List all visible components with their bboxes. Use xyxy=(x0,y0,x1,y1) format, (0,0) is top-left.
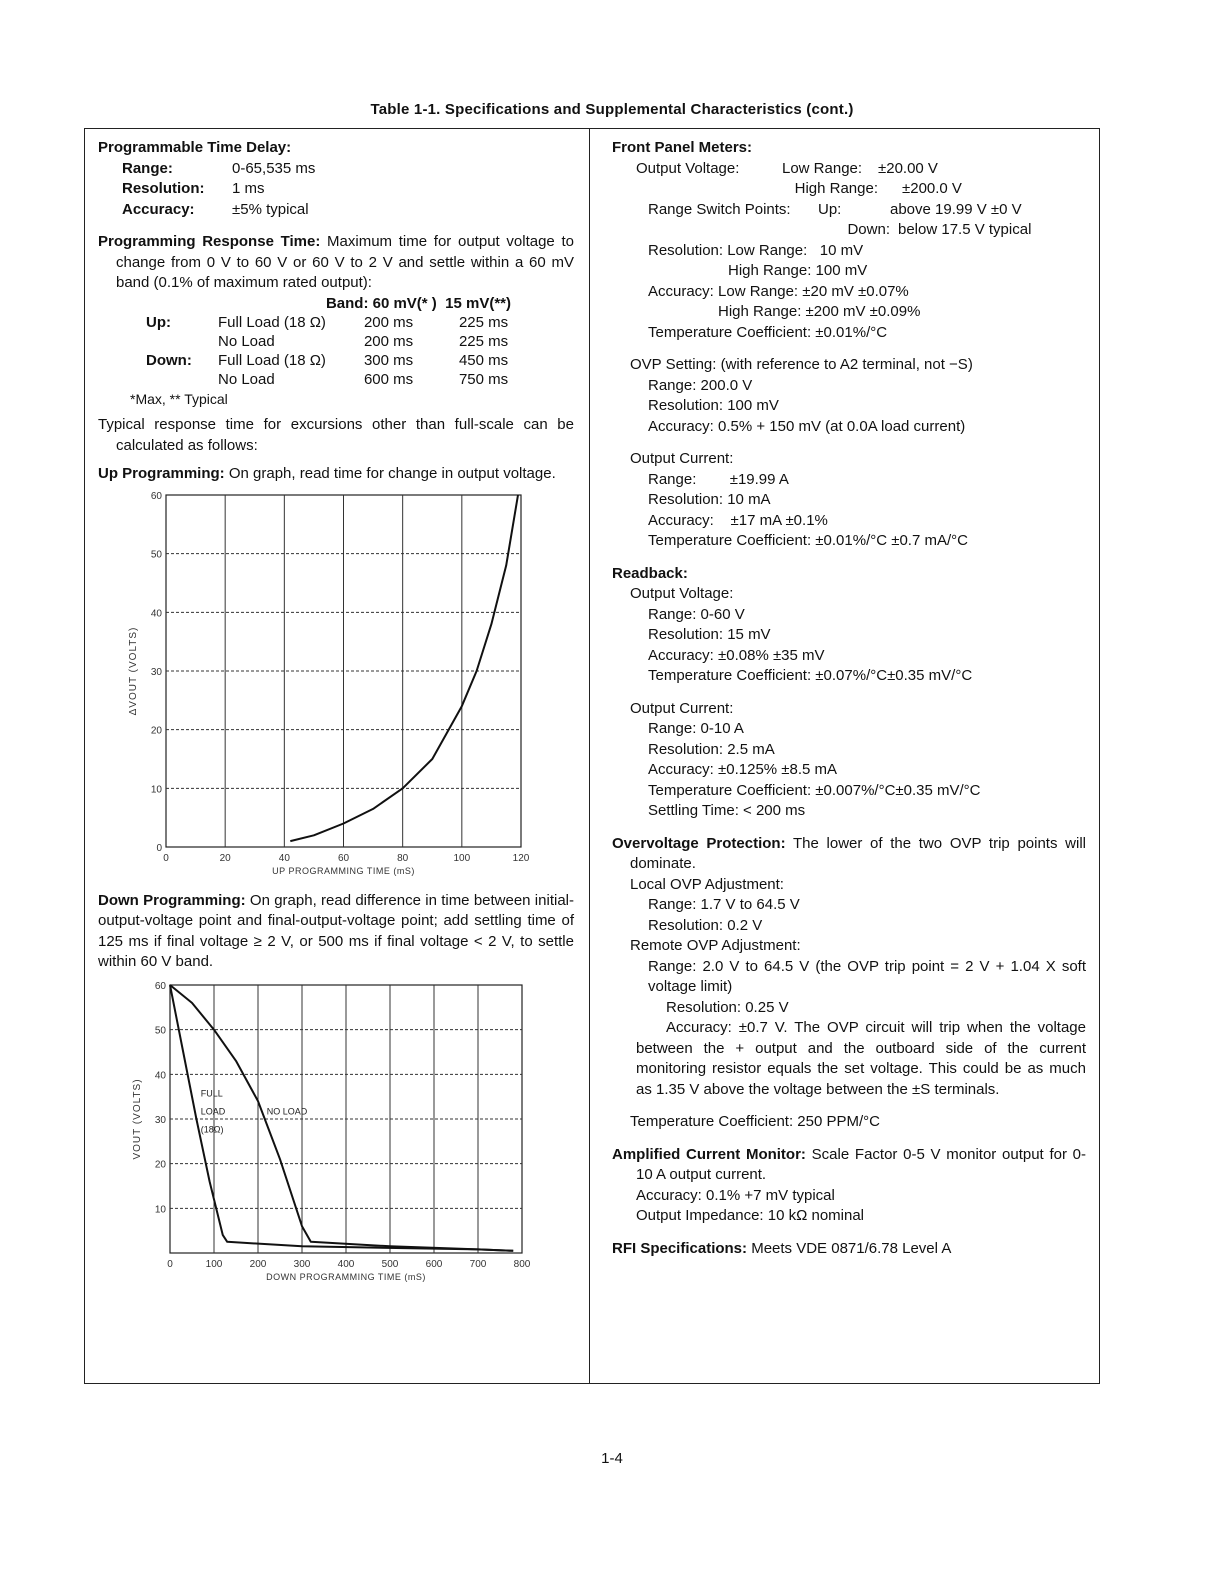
response-time-table xyxy=(98,294,511,389)
prt-heading: Programming Response Time: xyxy=(98,233,321,250)
rb-oc-range: Range: 0-10 A xyxy=(648,720,744,737)
y-tick-label: 50 xyxy=(150,549,162,561)
y-axis-label: VOUT (VOLTS) xyxy=(132,1077,143,1160)
rb-oc-temp: Temperature Coefficient: ±0.007%/°C±0.35 mV/°C xyxy=(648,781,981,799)
fpm-down-label: Down: xyxy=(847,221,890,238)
footnote: *Max, ** Typical xyxy=(130,390,228,407)
ovp-heading: OVP Setting: (with reference to A2 terminal, not −S) xyxy=(630,356,973,373)
down-programming-paragraph xyxy=(98,891,574,973)
fpm-low-val: ±20.00 V xyxy=(878,159,938,177)
rb-oc-res: Resolution: 2.5 mA xyxy=(648,740,775,758)
band-15: 15 mV(**) xyxy=(445,294,512,312)
load-cell: Full Load (18 Ω) xyxy=(218,351,326,369)
v60-cell: 600 ms xyxy=(363,370,414,388)
x-tick-label: 100 xyxy=(453,852,471,864)
x-tick-label: 200 xyxy=(249,1258,267,1270)
rfi-paragraph xyxy=(612,1239,1086,1260)
ovpr-local: Local OVP Adjustment: xyxy=(630,875,784,893)
fpm-acc-high: High Range: ±200 mV ±0.09% xyxy=(718,303,921,320)
ovpr-temp: Temperature Coefficient: 250 PPM/°C xyxy=(630,1113,881,1130)
x-tick-label: 300 xyxy=(293,1258,311,1270)
ovp-acc: Accuracy: 0.5% + 150 mV (at 0.0A load current) xyxy=(648,417,966,435)
rb-ov-res: Resolution: 15 mV xyxy=(648,626,771,643)
v60-cell: 200 ms xyxy=(363,332,414,350)
fpm-high-label: High Range: xyxy=(794,180,878,197)
rb-oc: Output Current: xyxy=(630,699,734,717)
rfi-heading: RFI Specifications: xyxy=(612,1239,748,1257)
ovpr-paragraph xyxy=(612,834,1086,875)
prt-text: Maximum time for output voltage to change from 0 V to 60 V or 60 V to 2 V and settle within a 60 mV band (0.1% of maximum rated output): xyxy=(116,233,574,291)
y-tick-label: 30 xyxy=(150,666,162,678)
acm-heading: Amplified Current Monitor: xyxy=(612,1145,806,1163)
ptd-res-label: Resolution: xyxy=(122,180,205,197)
page-number: 1-4 xyxy=(601,1450,623,1467)
fpm-up-label: Up: xyxy=(818,200,842,218)
dir-cell: Up: xyxy=(146,313,171,331)
table-row xyxy=(98,370,511,389)
y-axis-label: ΔVOUT (VOLTS) xyxy=(128,626,139,715)
x-tick-label: 500 xyxy=(381,1258,399,1270)
table-title: Table 1-1. Specifications and Supplemental Characteristics (cont.) xyxy=(370,101,854,118)
x-tick-label: 0 xyxy=(167,1258,173,1270)
table-row xyxy=(98,294,511,313)
v15-cell: 225 ms xyxy=(458,332,509,350)
ptd-heading: Programmable Time Delay: xyxy=(98,139,292,156)
ptd-acc-value: ±5% typical xyxy=(232,200,309,218)
dir-cell xyxy=(98,370,218,389)
up-prog-heading: Up Programming: xyxy=(98,465,225,482)
acm-paragraph xyxy=(612,1145,1086,1186)
ovpr-heading: Overvoltage Protection: xyxy=(612,834,786,852)
table-row xyxy=(98,351,511,370)
load-cell: No Load xyxy=(218,332,275,350)
rb-oc-settle: Settling Time: < 200 ms xyxy=(648,802,806,819)
dir-cell: Down: xyxy=(146,351,192,369)
acm-imp: Output Impedance: 10 kΩ nominal xyxy=(636,1207,865,1224)
ptd-res-value: 1 ms xyxy=(232,180,265,197)
annotation-full: FULL xyxy=(200,1088,223,1099)
x-axis-label: UP PROGRAMMING TIME (mS) xyxy=(272,865,415,876)
x-tick-label: 700 xyxy=(469,1258,487,1270)
fpm-low-label: Low Range: xyxy=(782,159,863,177)
x-tick-label: 0 xyxy=(163,852,169,864)
annotation-no-load: NO LOAD xyxy=(266,1106,308,1117)
fpm-ov-label: Output Voltage: xyxy=(636,159,740,177)
fpm-up-val: above 19.99 V ±0 V xyxy=(890,200,1022,218)
rb-oc-acc: Accuracy: ±0.125% ±8.5 mA xyxy=(648,761,838,778)
x-tick-label: 800 xyxy=(513,1258,531,1270)
y-tick-label: 50 xyxy=(154,1025,166,1037)
v15-cell: 750 ms xyxy=(458,370,509,388)
fpm-res-low: Resolution: Low Range: 10 mV xyxy=(648,241,864,259)
v60-cell: 200 ms xyxy=(363,313,414,331)
series-line xyxy=(170,985,513,1251)
fpm-heading: Front Panel Meters: xyxy=(612,139,753,156)
x-tick-label: 120 xyxy=(512,852,530,864)
band-label: Band: xyxy=(325,294,369,312)
y-tick-label: 40 xyxy=(150,607,162,619)
load-cell: No Load xyxy=(218,370,275,388)
down-prog-heading: Down Programming: xyxy=(98,891,246,909)
oc-range: Range: ±19.99 A xyxy=(648,470,789,488)
rb-ov: Output Voltage: xyxy=(630,585,734,602)
x-tick-label: 40 xyxy=(278,852,290,864)
annotation-load: LOAD xyxy=(200,1106,226,1117)
x-tick-label: 600 xyxy=(425,1258,443,1270)
ovpr-remote-range: Range: 2.0 V to 64.5 V (the OVP trip point = 2 V + 1.04 X soft voltage limit) xyxy=(648,957,1086,995)
series-line xyxy=(290,495,518,841)
ovpr-remote: Remote OVP Adjustment: xyxy=(630,937,801,954)
annotation-18ohm: (18Ω) xyxy=(200,1123,224,1134)
table-row xyxy=(98,332,511,351)
v15-cell: 225 ms xyxy=(458,313,509,331)
oc-temp: Temperature Coefficient: ±0.01%/°C ±0.7 mA/°C xyxy=(648,532,968,549)
ovpr-remote-acc: Accuracy: ±0.7 V. The OVP circuit will trip when the voltage between the + output and the outboard side of the current monitoring resistor equals the set voltage. This could be as much as 1.35 V above the voltage between the ±S terminals. xyxy=(636,1019,1086,1098)
x-axis-label: DOWN PROGRAMMING TIME (mS) xyxy=(266,1271,426,1282)
prt-paragraph xyxy=(98,232,574,294)
up-programming-chart xyxy=(98,485,574,891)
left-column xyxy=(98,138,574,1313)
x-tick-label: 400 xyxy=(337,1258,355,1270)
band-60: 60 mV(* ) xyxy=(372,294,437,312)
oc-acc: Accuracy: ±17 mA ±0.1% xyxy=(648,511,828,529)
oc-res: Resolution: 10 mA xyxy=(648,491,771,508)
rb-ov-temp: Temperature Coefficient: ±0.07%/°C±0.35 mV/°C xyxy=(648,667,973,684)
ptd-range-label: Range: xyxy=(122,159,173,177)
right-column xyxy=(612,138,1086,1259)
fpm-rsp-label: Range Switch Points: xyxy=(648,200,791,218)
fpm-acc-low: Accuracy: Low Range: ±20 mV ±0.07% xyxy=(648,282,909,300)
ovpr-text: The lower of the two OVP trip points will dominate. xyxy=(630,834,1086,872)
rb-ov-range: Range: 0-60 V xyxy=(648,605,745,623)
v60-cell: 300 ms xyxy=(363,351,414,369)
up-prog-text: On graph, read time for change in output voltage. xyxy=(228,465,556,482)
ovp-res: Resolution: 100 mV xyxy=(648,397,779,414)
ovpr-local-range: Range: 1.7 V to 64.5 V xyxy=(648,896,800,913)
rfi-text: Meets VDE 0871/6.78 Level A xyxy=(751,1239,952,1257)
ovpr-remote-res: Resolution: 0.25 V xyxy=(666,998,789,1016)
fpm-res-high: High Range: 100 mV xyxy=(728,262,868,279)
down-prog-text: On graph, read difference in time between initial-output-voltage point and final-output-voltage point; add settling time of 125 ms if final voltage ≥ 2 V, or 500 ms if final voltage < 2 V, to settle within 60 V band. xyxy=(98,891,574,970)
down-programming-chart xyxy=(98,973,574,1313)
fpm-down-val: below 17.5 V typical xyxy=(898,221,1032,238)
x-tick-label: 60 xyxy=(337,852,350,864)
y-tick-label: 60 xyxy=(154,980,166,992)
fpm-high-val: ±200.0 V xyxy=(902,180,962,197)
up-programming-paragraph xyxy=(98,464,574,485)
load-cell: Full Load (18 Ω) xyxy=(218,313,326,331)
column-divider xyxy=(589,128,590,1384)
table-row xyxy=(98,313,511,332)
ovp-range: Range: 200.0 V xyxy=(648,376,753,394)
rb-heading: Readback: xyxy=(612,564,688,582)
y-tick-label: 10 xyxy=(154,1203,166,1215)
fpm-temp: Temperature Coefficient: ±0.01%/°C xyxy=(648,323,888,341)
y-tick-label: 0 xyxy=(156,842,162,854)
v15-cell: 450 ms xyxy=(458,351,509,369)
ptd-acc-label: Accuracy: xyxy=(122,200,195,218)
y-tick-label: 30 xyxy=(154,1114,166,1126)
y-tick-label: 40 xyxy=(154,1069,166,1081)
series-line xyxy=(170,985,513,1251)
y-tick-label: 60 xyxy=(150,490,162,502)
acm-acc: Accuracy: 0.1% +7 mV typical xyxy=(636,1186,835,1204)
x-tick-label: 80 xyxy=(397,852,409,864)
x-tick-label: 100 xyxy=(205,1258,223,1270)
ovpr-local-res: Resolution: 0.2 V xyxy=(648,916,763,934)
y-tick-label: 10 xyxy=(150,783,162,795)
y-tick-label: 20 xyxy=(150,725,162,737)
x-tick-label: 20 xyxy=(219,852,231,864)
rb-ov-acc: Accuracy: ±0.08% ±35 mV xyxy=(648,646,825,664)
oc-heading: Output Current: xyxy=(630,450,734,467)
typical-note: Typical response time for excursions other than full-scale can be calculated as follows: xyxy=(98,416,574,454)
dir-cell xyxy=(98,332,218,351)
y-tick-label: 20 xyxy=(154,1159,166,1171)
acm-text: Scale Factor 0-5 V monitor output for 0-10 A output current. xyxy=(636,1145,1087,1183)
ptd-range-value: 0-65,535 ms xyxy=(232,159,316,177)
